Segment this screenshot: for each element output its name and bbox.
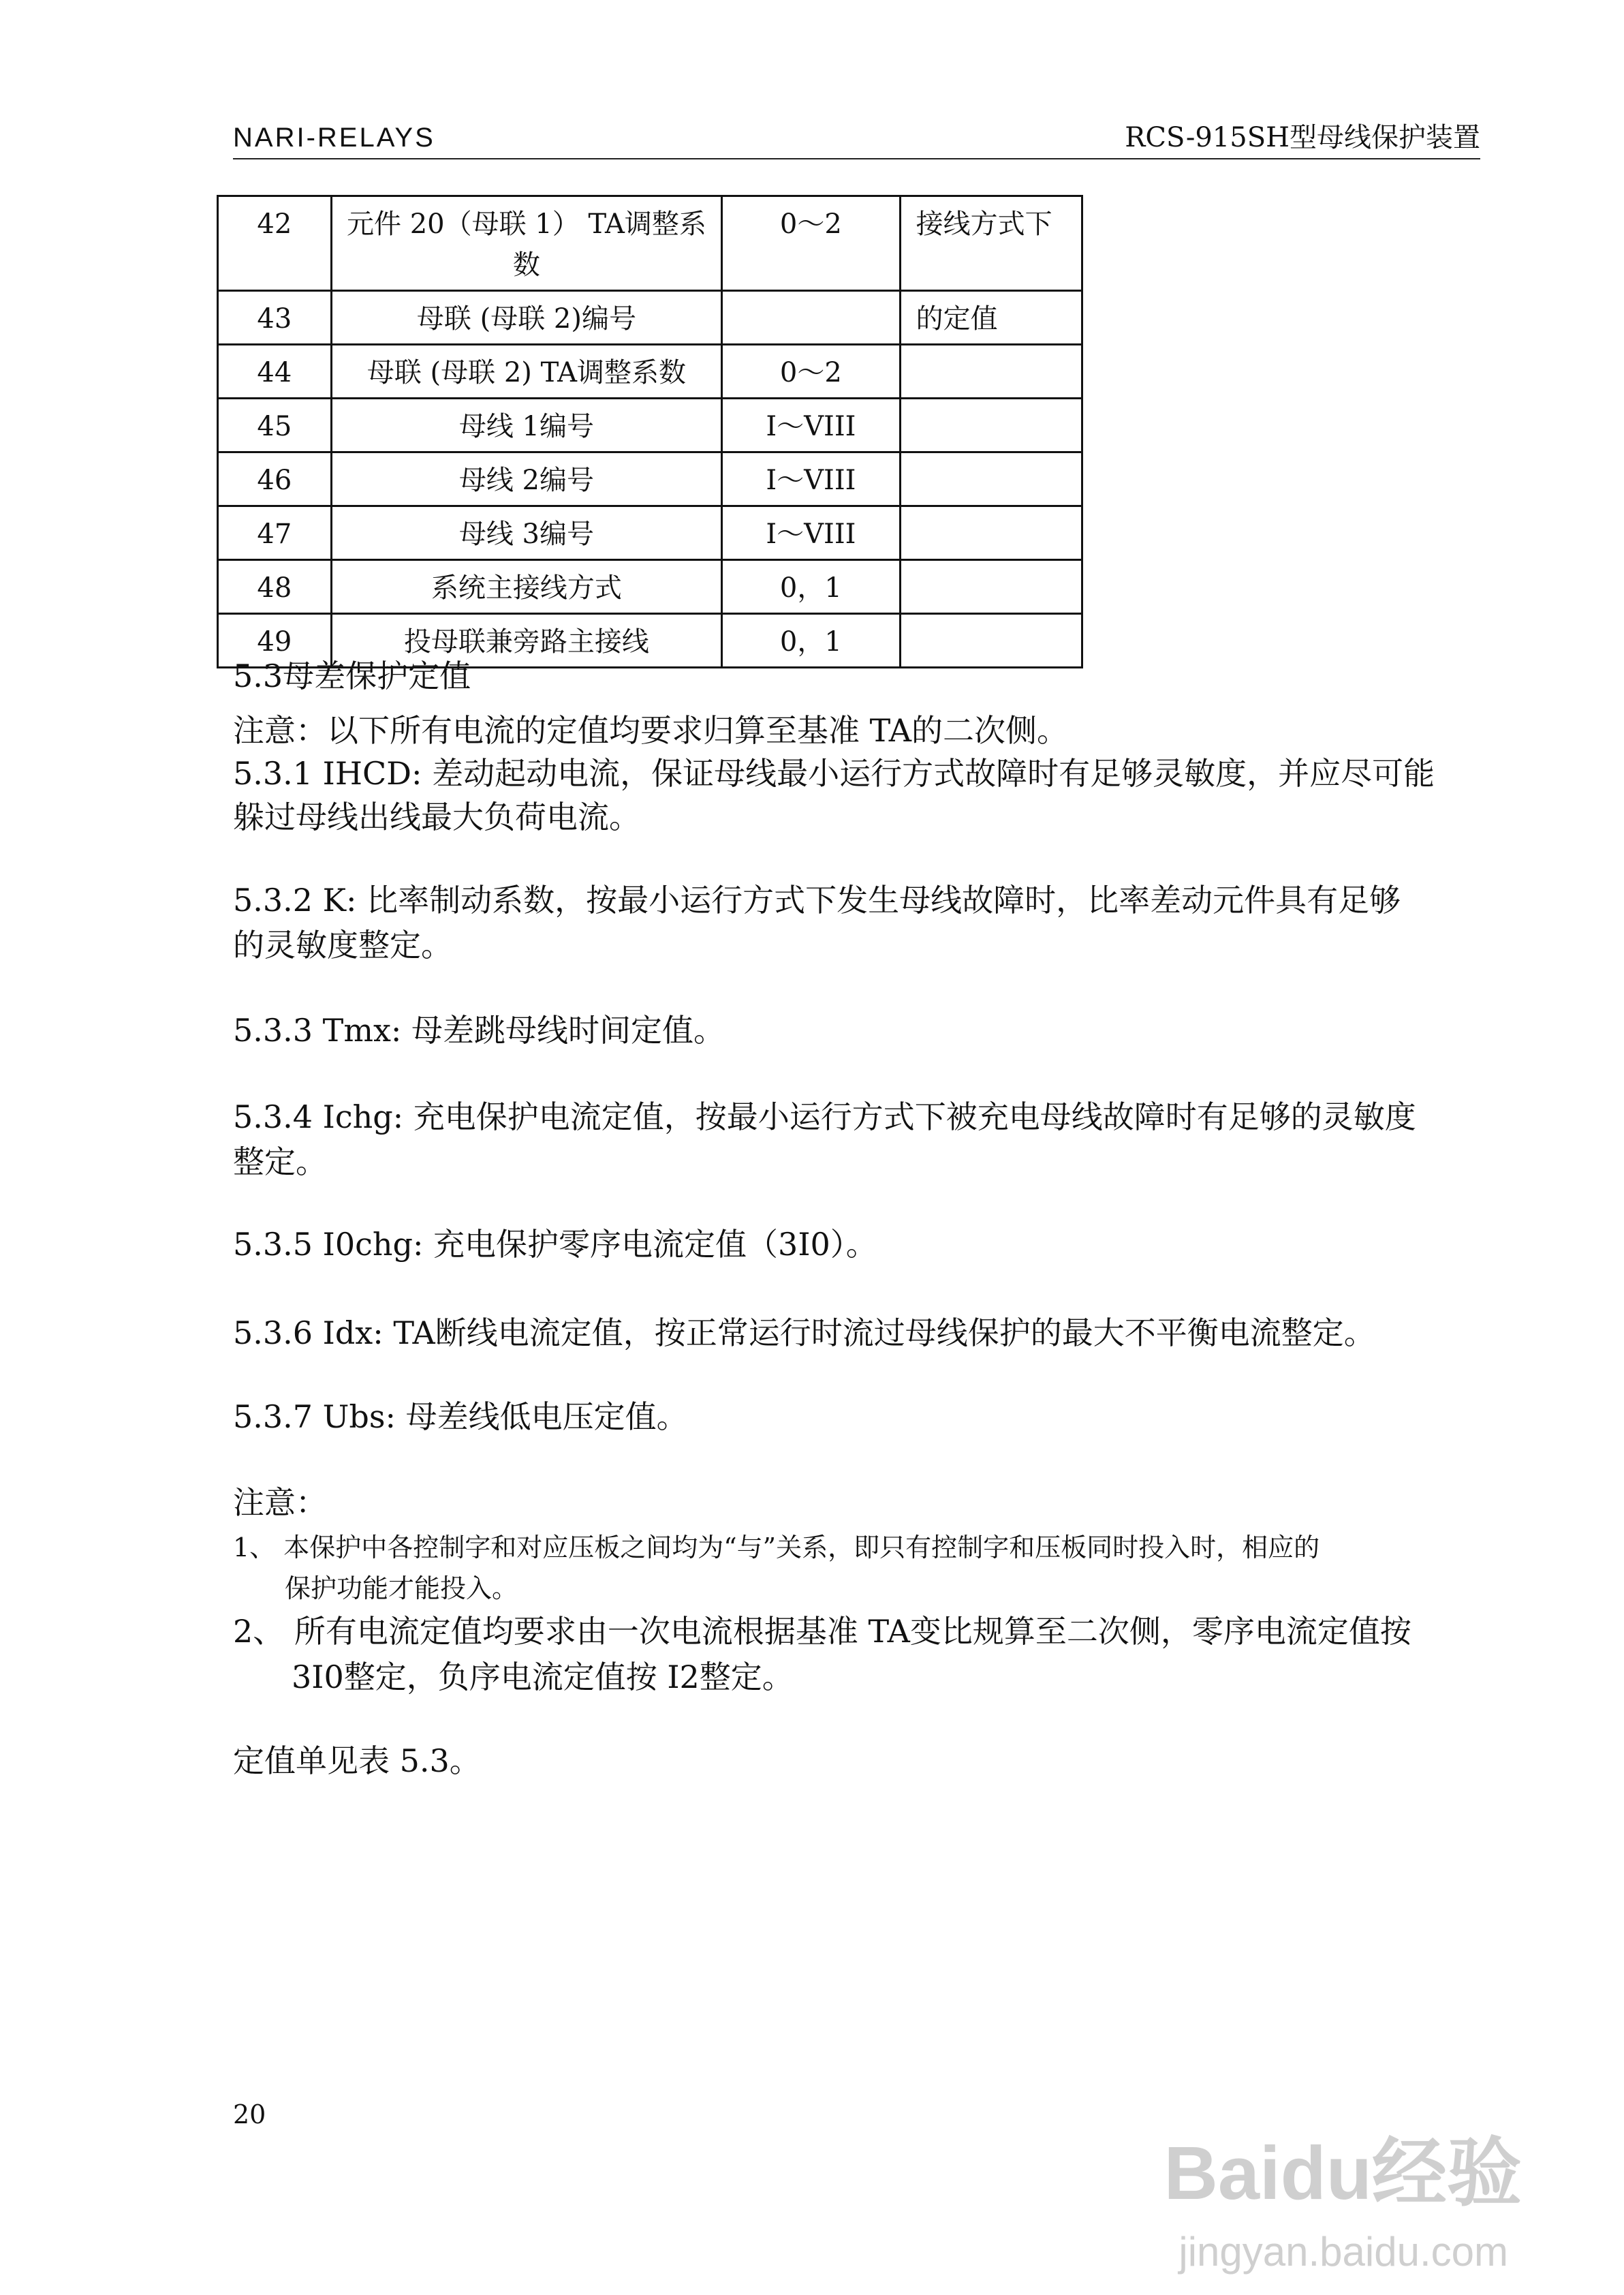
cell-number: 46 — [218, 452, 332, 506]
cell-number: 49 — [218, 614, 332, 668]
cell-note — [900, 614, 1082, 668]
para-5-3-3: 5.3.3 Tmx: 母差跳母线时间定值。 — [233, 1012, 725, 1049]
cell-number: 45 — [218, 399, 332, 452]
cell-number: 42 — [218, 196, 332, 291]
header-title: RCS-915SH型母线保护装置 — [1125, 122, 1480, 153]
note-intro: 注意：以下所有电流的定值均要求归算至基准 TA的二次侧。 — [233, 712, 1069, 749]
cell-range: 0～2 — [722, 345, 900, 399]
cell-range: 0，1 — [722, 614, 900, 668]
para-5-3-6: 5.3.6 Idx: TA断线电流定值，按正常运行时流过母线保护的最大不平衡电流整定。 — [233, 1314, 1375, 1351]
table-row — [218, 560, 1082, 614]
cell-note — [900, 345, 1082, 399]
cell-note — [900, 399, 1082, 452]
cell-name: 母线 3编号 — [331, 506, 721, 560]
cell-name: 母联 (母联 2) TA调整系数 — [331, 345, 721, 399]
para-5-3-1-line1: 5.3.1 IHCD: 差动起动电流，保证母线最小运行方式故障时有足够灵敏度，并应尽可能 — [233, 755, 1435, 792]
page-number: 20 — [233, 2099, 266, 2129]
header-divider — [233, 158, 1480, 159]
table-reference: 定值单见表 5.3。 — [233, 1742, 481, 1779]
para-5-3-5: 5.3.5 I0chg: 充电保护零序电流定值（3I0）。 — [233, 1226, 877, 1263]
cell-number: 48 — [218, 560, 332, 614]
table-row — [218, 506, 1082, 560]
para-5-3-4-line1: 5.3.4 Ichg: 充电保护电流定值，按最小运行方式下被充电母线故障时有足够的灵敏度 — [233, 1098, 1416, 1135]
cell-name: 元件 20（母联 1） TA调整系数 — [331, 196, 721, 291]
cell-number: 43 — [218, 291, 332, 345]
cell-note: 接线方式下 — [900, 196, 1082, 291]
cell-note: 的定值 — [900, 291, 1082, 345]
cell-range: I～VIII — [722, 399, 900, 452]
table-row — [218, 291, 1082, 345]
watermark-logo: Baidu经验 — [1164, 2131, 1522, 2215]
cell-range — [722, 291, 900, 345]
cell-range: I～VIII — [722, 452, 900, 506]
cell-number: 44 — [218, 345, 332, 399]
para-5-3-2-line1: 5.3.2 K: 比率制动系数，按最小运行方式下发生母线故障时，比率差动元件具有足够 — [233, 882, 1401, 919]
cell-note — [900, 560, 1082, 614]
cell-name: 母联 (母联 2)编号 — [331, 291, 721, 345]
table-row — [218, 345, 1082, 399]
cell-note — [900, 506, 1082, 560]
cell-range: 0，1 — [722, 560, 900, 614]
header-brand: NARI-RELAYS — [233, 123, 435, 153]
note-1-line1: 1、 本保护中各控制字和对应压板之间均为“与”关系，即只有控制字和压板同时投入时，相应的 — [233, 1532, 1320, 1562]
cell-name: 母线 1编号 — [331, 399, 721, 452]
para-5-3-7: 5.3.7 Ubs: 母差线低电压定值。 — [233, 1398, 688, 1435]
cell-name: 母线 2编号 — [331, 452, 721, 506]
cell-range: I～VIII — [722, 506, 900, 560]
para-5-3-2-line2: 的灵敏度整定。 — [233, 927, 452, 964]
note-2-line1: 2、 所有电流定值均要求由一次电流根据基准 TA变比规算至二次侧，零序电流定值按 — [233, 1613, 1411, 1650]
watermark-url: jingyan.baidu.com — [1178, 2229, 1508, 2275]
note-1-line2: 保护功能才能投入。 — [285, 1573, 518, 1603]
note-heading: 注意： — [233, 1484, 327, 1521]
para-5-3-1-line2: 躲过母线出线最大负荷电流。 — [233, 799, 640, 835]
cell-range: 0～2 — [722, 196, 900, 291]
para-5-3-4-line2: 整定。 — [233, 1143, 327, 1180]
cell-number: 47 — [218, 506, 332, 560]
cell-name: 系统主接线方式 — [331, 560, 721, 614]
table-row — [218, 196, 1082, 291]
cell-name: 投母联兼旁路主接线 — [331, 614, 721, 668]
table-row — [218, 452, 1082, 506]
cell-note — [900, 452, 1082, 506]
table-row — [218, 399, 1082, 452]
section-title: 5.3母差保护定值 — [233, 658, 471, 694]
note-2-line2: 3I0整定，负序电流定值按 I2整定。 — [292, 1659, 794, 1695]
settings-table — [217, 195, 1083, 668]
